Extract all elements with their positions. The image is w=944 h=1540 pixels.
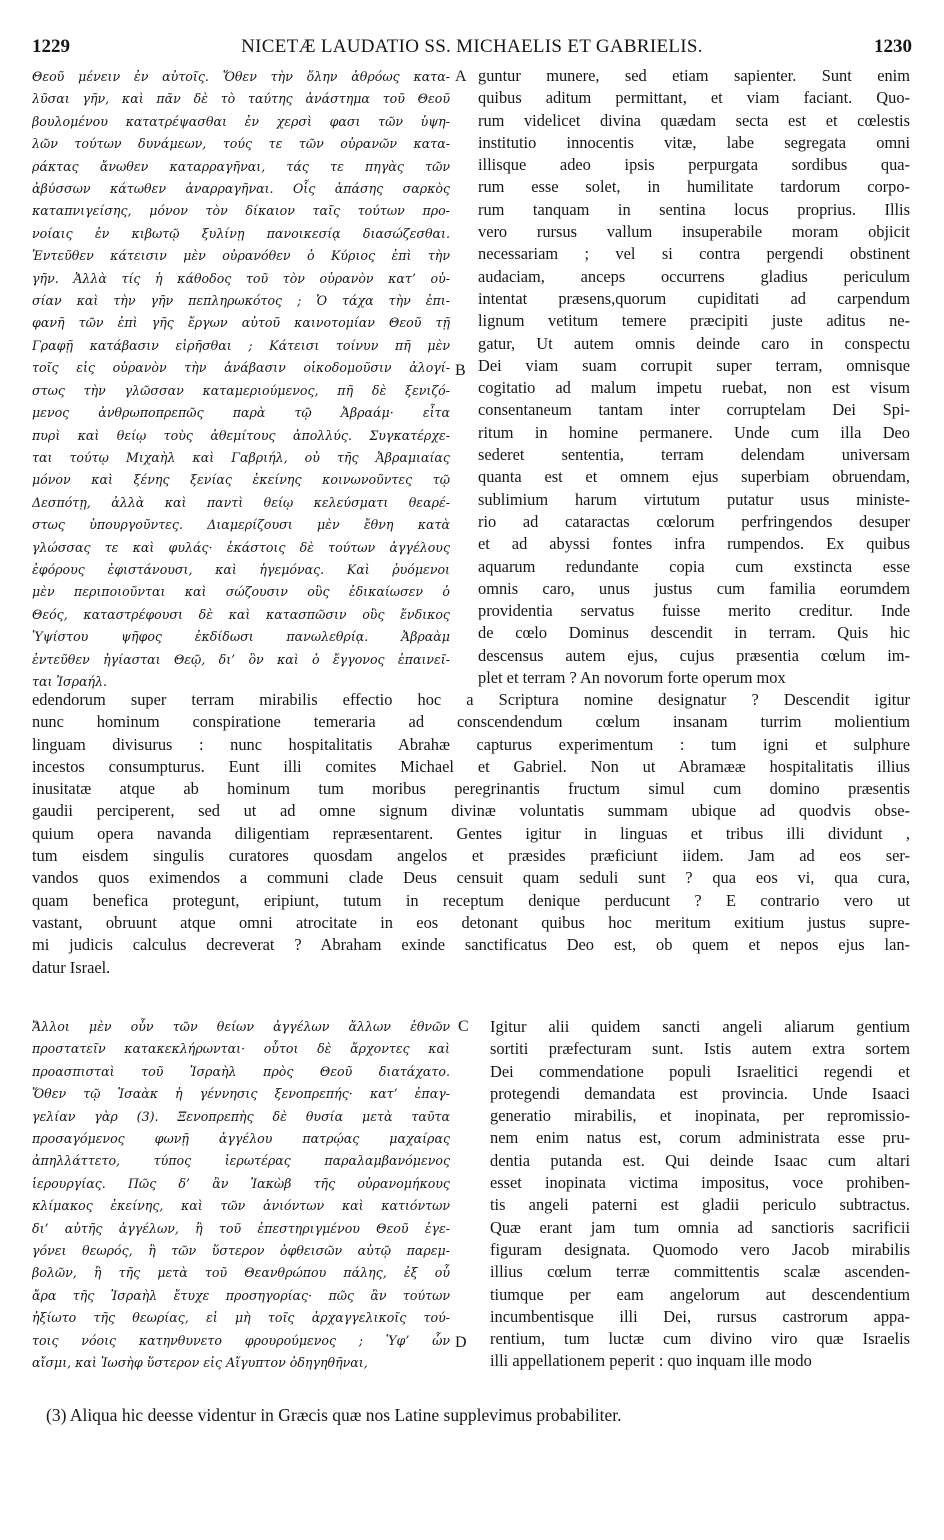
latin-wide-line: inusitatæ atque ab hominum tum moribus peregrinantis fructum simul cum domino præsentis (32, 779, 910, 799)
latin-bottom-line: rentium, tum luctæ cum divino viro quæ Israelis (490, 1329, 910, 1349)
greek-top-line: μόνον καὶ ξένης ξενίας ἐκείνης κοινωνοῦντες τῷ (32, 472, 450, 488)
greek-top-line: Ἐντεῦθεν κάτεισιν μὲν οὐρανόθεν ὁ Κύριος ἐπὶ τὴν (32, 248, 450, 264)
greek-column-bottom (32, 1016, 450, 1375)
greek-top-line: λῶν τούτων δυνάμεων, τούς τε τῶν οὐρανῶν κατα- (32, 136, 450, 152)
latin-top-line: consentaneum tantam inter corruptelam Dei Spi- (478, 400, 910, 420)
latin-bottom-line: figuram designata. Quomodo vero Jacob mirabilis (490, 1239, 910, 1259)
latin-bottom-line: Igitur alii quidem sancti angeli aliarum gentium (490, 1017, 910, 1036)
latin-wide-line: incestos consumpturus. Eunt illi comites Michael et Gabriel. Non ut Abramææ hospitalitatis illius (32, 756, 910, 776)
latin-top-line: institutio innocentis vitæ, labe segregata omni (478, 132, 910, 152)
latin-column-top (478, 65, 910, 689)
greek-top-line: ται Ἰσραήλ. (32, 673, 108, 689)
greek-bottom-line: ἄρα τῆς Ἰσραὴλ ἔτυχε προσηγορίας· πῶς ἂν τούτων (32, 1287, 450, 1303)
greek-top-line: τοῖς εἰς οὐρανὸν τὴν ἀνάβασιν οἰκοδομοῦσιν ἀλογί- (32, 360, 450, 376)
greek-bottom-line: γόνει θεωρός, ἢ τῶν ὕστερον ὀφθεισῶν αὐτῷ παρεμ- (32, 1243, 450, 1259)
latin-top-line: quibus aditum permittant, et viam faciant. Quo- (478, 88, 910, 108)
margin-letter-c: C (458, 1018, 469, 1035)
greek-bottom-line: γελίαν γὰρ (3). Ξενοπρεπὴς δὲ θυσία μετὰ ταῦτα (32, 1108, 450, 1124)
latin-top-line: rum tanquam in sentina locus proprius. Illis (478, 199, 910, 219)
latin-top-line: guntur munere, sed etiam sapienter. Sunt enim (478, 66, 910, 85)
latin-column-bottom (490, 1016, 910, 1373)
latin-bottom-line: nem enim natus est, corum administrata esse pru- (490, 1128, 910, 1148)
latin-wide-line: vandos quos eximendos a communi clade Deus censuit quam seduli sunt ? qua eos vi, qua cura, (32, 868, 910, 888)
latin-wide-line: nunc hominum conspiratione temeraria ad conscendendum cœlum insanam turrim molientium (32, 712, 910, 732)
greek-top-line: ράκτας ἄνωθεν καταρραγῆναι, τάς τε πηγὰς τῶν (32, 158, 450, 174)
greek-top-line: λῦσαι γῆν, καὶ πᾶν δὲ τὸ ταύτης ἀνάστημα τοῦ Θεοῦ (32, 91, 450, 107)
greek-top-line: Θεοῦ μένειν ἐν αὐτοῖς. Ὅθεν τὴν ὅλην ἀθρόως κατα- (32, 69, 450, 84)
latin-top-line: sederet sententia, terram delendam universam (478, 445, 910, 465)
latin-wide-line: vastant, obruunt atque omni atrocitate in eos detonant quibus hoc meritum exitium justus supre- (32, 912, 910, 932)
greek-bottom-line: Ὅθεν τῷ Ἰσαὰκ ἡ γέννησις ξενοπρεπής· κατ’ ἐπαγ- (32, 1086, 450, 1102)
margin-letter-d: D (455, 1334, 467, 1351)
latin-bottom-line: protegendi demandata est provincia. Unde Isaaci (490, 1083, 910, 1103)
latin-full-width-paragraph (32, 689, 910, 979)
latin-top-line: audaciam, anceps occurrens gladius periculum (478, 266, 910, 286)
greek-bottom-line: βολῶν, ἢ τῆς μετὰ τοῦ Θεανθρώπου πάλης, ἐξ οὗ (32, 1265, 450, 1281)
greek-bottom-line: προασπισταὶ τοῦ Ἰσραὴλ πρὸς Θεοῦ διατάχατο. (32, 1063, 450, 1079)
latin-top-line: sublimium harum virtutum putatur usus ministe- (478, 489, 910, 509)
latin-bottom-line: illius cœlum terræ committentis scalæ ascenden- (490, 1262, 910, 1282)
greek-bottom-line: ἠξίωτο τῆς θεωρίας, εἰ μὴ τοῖς ἀρχαγγελικοῖς τού- (32, 1310, 450, 1326)
greek-top-line: ται τούτῳ Μιχαὴλ καὶ Γαβριήλ, οὐ τῆς Ἀβραμιαίας (32, 449, 450, 465)
running-title: NICETÆ LAUDATIO SS. MICHAELIS ET GABRIELIS. (241, 36, 703, 57)
greek-top-line: ἐντεῦθεν ἡγίασται Θεῷ, δι’ ὃν καὶ ὁ ἔγγονος ἐπαινεῖ- (32, 651, 450, 667)
latin-top-line: omnis caro, unus justus cum familia eorumdem (478, 578, 910, 598)
latin-top-line: rio ad cataractas cœlorum perfringendos desuper (478, 511, 910, 531)
greek-top-line: Γραφῇ κατάβασιν εἰρῆσθαι ; Κάτεισι τοίνυν πῆ μὲν (32, 337, 450, 353)
latin-wide-line: edendorum super terram mirabilis effectio hoc a Scriptura nomine designatur ? Descendit igitur (32, 690, 910, 709)
latin-bottom-line: tiumque per eam angelorum aut descendentium (490, 1284, 910, 1304)
greek-bottom-line: ἀπηλλάττετο, τύπος ἱερωτέρας παραλαμβανόμενος (32, 1153, 450, 1169)
greek-top-line: νοίαις ἐν κιβωτῷ ξυλίνῃ πανοικεσίᾳ διασώζεσθαι. (32, 225, 450, 241)
latin-bottom-line: generatio mirabilis, et inopinata, per repromissio- (490, 1106, 910, 1126)
latin-top-line: quanta est et omnem ejus superbiam obruendam, (478, 467, 910, 487)
greek-top-line: ἀβύσσων κάτωθεν ἀναρραγῆναι. Οἷς ἁπάσης σαρκὸς (32, 181, 450, 197)
greek-column-top (32, 66, 450, 693)
margin-letter-b: B (455, 362, 466, 379)
latin-top-line: et ad abyssi fontes infra rumpendos. Ex quibus (478, 534, 910, 554)
latin-top-line: vero rursus vallum insuperabile moram objicit (478, 222, 910, 242)
greek-top-line: Θεός, καταστρέφουσι δὲ καὶ κατασπῶσιν οὓς ἔνδικος (32, 606, 450, 622)
latin-top-line: ritum in homine permanere. Unde cum illa Deo (478, 422, 910, 442)
greek-top-line: σίαν καὶ τὴν γῆν πεπληρωκότος ; Ὁ τάχα τὴν ἐπι- (32, 293, 450, 309)
greek-top-line: στως ὑπουργοῦντες. Διαμερίζουσι μὲν ἔθνη κατὰ (32, 517, 450, 533)
greek-top-line: στως τὴν γλῶσσαν καταμεριούμενος, πῆ δὲ ξενιζό- (32, 382, 450, 398)
latin-bottom-line: Quæ erant jam tum omnia ad sanctioris sacrificii (490, 1217, 910, 1237)
greek-top-line: μὲν περιποιοῦνται καὶ σώζουσιν οὓς ἐδικαίωσεν ὁ (32, 584, 450, 600)
page-number-right: 1230 (874, 36, 912, 57)
greek-top-line: μενος ἀνθρωποπρεπῶς παρὰ τῷ Ἀβραάμ· εἶτα (32, 405, 450, 421)
greek-bottom-line: κλίμακος ἐκείνης, καὶ τῶν ἀνιόντων καὶ κατιόντων (32, 1198, 450, 1214)
latin-top-line: de cœlo Dominus descendit in terram. Quis hic (478, 623, 910, 643)
greek-top-line: καταπνιγείσης, μόνον τὸν δίκαιον ταῖς τούτων προ- (32, 203, 450, 219)
latin-wide-line: linguam divisurus : nunc hospitalitatis Abrahæ capturus experimentum : tum igni et sulphure (32, 734, 910, 754)
greek-bottom-line: Ἄλλοι μὲν οὖν τῶν θείων ἀγγέλων ἄλλων ἐθνῶν (32, 1019, 450, 1034)
greek-top-line: ἐφόρους ἐφιστάνουσι, καὶ ἡγεμόνας. Καὶ ῥυόμενοι (32, 561, 450, 577)
latin-top-line: gatur, Ut autem omnis deinde caro in conspectu (478, 333, 910, 353)
greek-bottom-line: προσαγόμενος φωνῇ ἀγγέλου πατρῴας μαχαίρας (32, 1131, 450, 1147)
latin-top-line: Dei viam suam corrupit super terram, omnisque (478, 355, 910, 375)
greek-top-line: Ὑψίστου ψῆφος ἐκδίδωσι πανωλεθρίᾳ. Ἀβραὰμ (32, 629, 450, 645)
latin-bottom-line: esset inopinata victima impositus, voce prohiben- (490, 1173, 910, 1193)
running-header (32, 36, 912, 62)
latin-top-line: plet et terram ? An novorum forte operum mox (478, 668, 786, 688)
latin-top-line: necessariam ; vel si contra pergendi obstinent (478, 244, 910, 264)
greek-bottom-line: ἱερουργίας. Πῶς δ’ ἂν Ἰακὼβ τῆς οὐρανομήκους (32, 1175, 450, 1191)
latin-top-line: cogitatio ad malum impetu ruebat, non est visum (478, 378, 910, 398)
greek-bottom-line: τοις νόοις κατηνθυνετο φρουρούμενος ; Ὑφ’ ὧν (32, 1332, 450, 1348)
greek-top-line: πυρὶ καὶ θείῳ τοὺς ἀθεμίτους ἀπολλύς. Συγκατέρχε- (32, 427, 450, 443)
greek-bottom-line: δι’ αὐτῆς ἀγγέλων, ἢ τοῦ ἐπεστηριγμένου Θεοῦ ἐγε- (32, 1220, 450, 1236)
page-number-left: 1229 (32, 36, 70, 57)
latin-top-line: intentat præsens,quorum cupiditati ad carpendum (478, 288, 910, 308)
greek-top-line: γλώσσας τε καὶ φυλάς· ἑκάστοις δὲ τούτων ἀγγέλους (32, 539, 450, 555)
latin-top-line: rum videlicet divina quædam secta est et cœlestis (478, 110, 910, 130)
latin-bottom-line: tis angeli paterni est gladii periculo subtractus. (490, 1195, 910, 1215)
latin-bottom-line: illi appellationem peperit : quo inquam ille modo (490, 1351, 812, 1371)
latin-top-line: providentia servatus fuisse merito creditur. Inde (478, 601, 910, 621)
latin-top-line: illisque adeo ipsis perpurgata sordibus qua- (478, 155, 910, 175)
latin-wide-line: mi judicis calculus decreverat ? Abraham exinde sanctificatus Deo est, ob quem et nepos ejus lan- (32, 935, 910, 955)
latin-wide-line: gaudii perciperent, sed ut ad omne signum divinæ voluntatis summam ubique ad quodvis obse- (32, 801, 910, 821)
latin-wide-line: tum eisdem singulis curatores quosdam angelos et præsides præficiunt iidem. Jam ad eos ser- (32, 846, 910, 866)
latin-top-line: rum esse solet, in humilitate tardorum corpo- (478, 177, 910, 197)
greek-bottom-line: αἴσμι, καὶ Ἰωσὴφ ὕστερον εἰς Αἴγυπτον ὁδηγηθῆναι, (32, 1355, 368, 1371)
greek-top-line: φανῆ τῶν ἐπὶ γῆς ἔργων αὐτοῦ καινοτομίαν Θεοῦ τῇ (32, 315, 450, 331)
latin-bottom-line: dentia putanda est. Qui deinde Isaac cum altari (490, 1150, 910, 1170)
latin-wide-line: datur Israel. (32, 957, 111, 977)
latin-bottom-line: sortiti præfecturam sunt. Istis autem extra sortem (490, 1039, 910, 1059)
latin-wide-line: quium opera navanda diligentiam repræsentarent. Gentes igitur in linguas et tribus illi dividunt , (32, 823, 910, 843)
greek-top-line: βουλομένου κατατρέψασθαι ἐν χερσὶ φασι τῶν ὑψη- (32, 113, 450, 129)
latin-top-line: lignum vetitum temere præcipiti juste aditus ne- (478, 311, 910, 331)
greek-top-line: γῆν. Ἀλλὰ τίς ἡ κάθοδος τοῦ τὸν οὐρανὸν κατ’ οὐ- (32, 270, 450, 286)
greek-top-line: Δεσπότῃ, ἀλλὰ καὶ παντὶ θείῳ κελεύσματι θεαρέ- (32, 494, 450, 510)
greek-bottom-line: προστατεῖν κατακεκλήρωνται· οὗτοι δὲ ἄρχοντες καὶ (32, 1041, 450, 1057)
latin-wide-line: quam benefica protegunt, eripiunt, tutum in receptum denique perducunt ? E contrario vero ut (32, 890, 910, 910)
latin-top-line: descensus autem ejus, cujus præsentia cœlum im- (478, 645, 910, 665)
latin-bottom-line: Dei commendatione populi Israelitici regendi et (490, 1061, 910, 1081)
latin-top-line: aquarum redundante copia cum exstincta esse (478, 556, 910, 576)
footnote: (3) Aliqua hic deesse videntur in Græcis quæ nos Latine supplevimus probabiliter. (46, 1405, 622, 1425)
margin-letter-a: A (455, 68, 467, 85)
latin-bottom-line: incumbentisque illi Dei, rursus castrorum appa- (490, 1306, 910, 1326)
